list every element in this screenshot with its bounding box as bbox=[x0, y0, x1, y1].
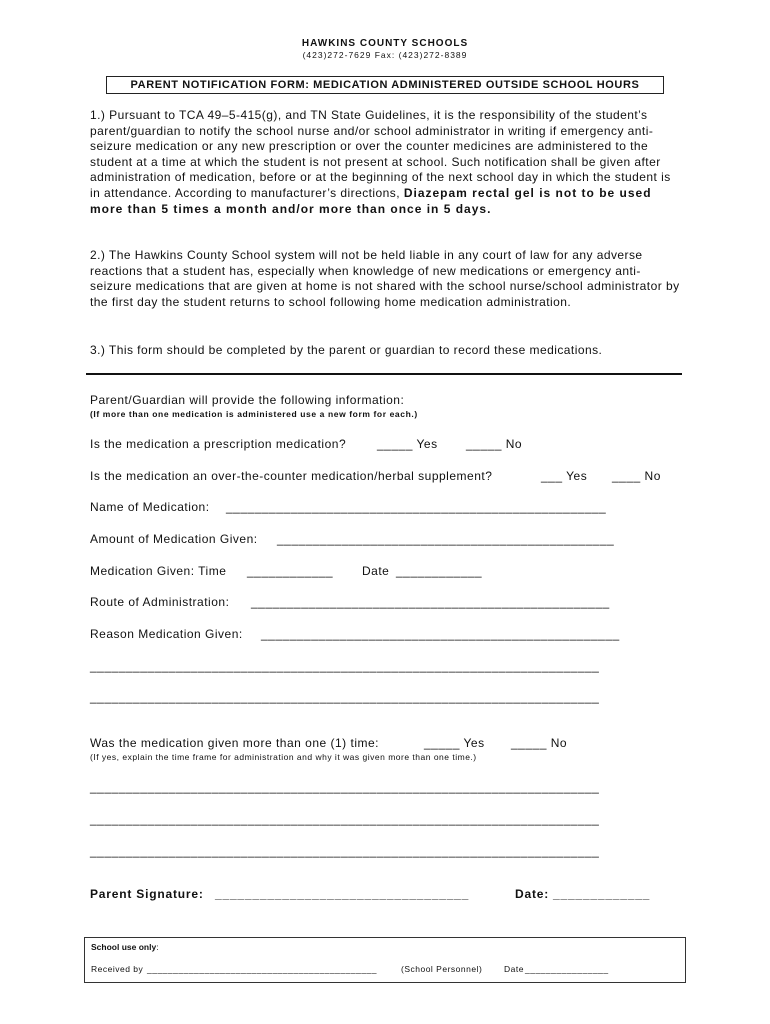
prescription-yes-field[interactable]: _____ Yes bbox=[377, 437, 438, 451]
repeat-dose-yes-field[interactable]: _____ Yes bbox=[424, 736, 485, 750]
explain-line-3[interactable]: _______________________________________________________________________ bbox=[90, 844, 600, 858]
reason-line-3[interactable]: _______________________________________________________________________ bbox=[90, 690, 600, 704]
otc-question: Is the medication an over-the-counter medication/herbal supplement? bbox=[90, 469, 493, 483]
paragraph-1 bbox=[90, 108, 682, 217]
received-by-label: Received by bbox=[91, 964, 144, 974]
repeat-dose-question: Was the medication given more than one (1) time: bbox=[90, 736, 380, 750]
route-field[interactable]: __________________________________________________ bbox=[251, 595, 610, 609]
parent-signature-label: Parent Signature: bbox=[90, 887, 204, 901]
received-date-label: Date bbox=[504, 964, 524, 974]
medication-name-label: Name of Medication: bbox=[90, 500, 210, 514]
date-field[interactable]: ____________ bbox=[396, 564, 483, 578]
explain-line-1[interactable]: _______________________________________________________________________ bbox=[90, 780, 600, 794]
amount-label: Amount of Medication Given: bbox=[90, 532, 258, 546]
repeat-dose-note: (If yes, explain the time frame for administration and why it was given more than one time.) bbox=[90, 752, 477, 762]
paragraph-1-text: 1.) Pursuant to TCA 49–5-415(g), and TN State Guidelines, it is the responsibility of the student’s parent/guardian to notify the school nurse and/or school administrator in writing if emergency anti-seizure medication or any new prescription or over the counter medicines are administered to the student at a time at which the student is not present at school. Such notification shall be given after administration of medication, before or at the beginning of the next school day in which the student is in attendance. According to manufacturer’s directions, bbox=[90, 108, 671, 200]
received-by-field[interactable]: ____________________________________________ bbox=[147, 964, 378, 974]
school-contact: (423)272-7629 Fax: (423)272-8389 bbox=[302, 50, 468, 60]
signature-date-field[interactable]: _____________ bbox=[553, 887, 651, 901]
amount-field[interactable]: _______________________________________________ bbox=[277, 532, 615, 546]
repeat-dose-no-field[interactable]: _____ No bbox=[511, 736, 568, 750]
date-label: Date bbox=[362, 564, 390, 578]
paragraph-3: 3.) This form should be completed by the parent or guardian to record these medications. bbox=[90, 343, 603, 357]
prescription-no-field[interactable]: _____ No bbox=[466, 437, 523, 451]
paragraph-2: 2.) The Hawkins County School system will not be held liable in any court of law for any adverse reactions that a student has, especially when knowledge of new medications or emergency anti-seizure medications that are given at home is not shared with the school nurse/school administrator by the first day the student returns to school following home medication administration. bbox=[90, 248, 680, 309]
reason-label: Reason Medication Given: bbox=[90, 627, 243, 641]
time-label: Medication Given: Time bbox=[90, 564, 227, 578]
school-use-heading bbox=[91, 942, 159, 952]
school-use-box bbox=[84, 937, 686, 983]
medication-name-field[interactable]: _____________________________________________________ bbox=[226, 500, 607, 514]
section-divider bbox=[86, 373, 682, 375]
info-note: (If more than one medication is administered use a new form for each.) bbox=[90, 409, 418, 419]
received-date-field[interactable]: ________________ bbox=[525, 964, 609, 974]
otc-yes-field[interactable]: ___ Yes bbox=[541, 469, 588, 483]
prescription-question: Is the medication a prescription medication? bbox=[90, 437, 347, 451]
reason-field[interactable]: __________________________________________________ bbox=[261, 627, 620, 641]
signature-date-label: Date: bbox=[515, 887, 550, 901]
paragraph-1-bold: Diazepam rectal gel is not to be used more than 5 times a month and/or more than once in 5 days. bbox=[90, 185, 652, 216]
parent-signature-field[interactable]: __________________________________ bbox=[215, 887, 470, 901]
school-use-colon: : bbox=[156, 942, 159, 952]
school-use-label: School use only bbox=[91, 942, 157, 952]
school-personnel-label: (School Personnel) bbox=[401, 964, 483, 974]
route-label: Route of Administration: bbox=[90, 595, 230, 609]
explain-line-2[interactable]: _______________________________________________________________________ bbox=[90, 812, 600, 826]
info-intro: Parent/Guardian will provide the following information: bbox=[90, 393, 405, 407]
reason-line-2[interactable]: _______________________________________________________________________ bbox=[90, 659, 600, 673]
form-title: PARENT NOTIFICATION FORM: MEDICATION ADMINISTERED OUTSIDE SCHOOL HOURS bbox=[106, 76, 664, 94]
school-name: HAWKINS COUNTY SCHOOLS bbox=[301, 38, 469, 49]
time-field[interactable]: ____________ bbox=[247, 564, 334, 578]
otc-no-field[interactable]: ____ No bbox=[612, 469, 661, 483]
